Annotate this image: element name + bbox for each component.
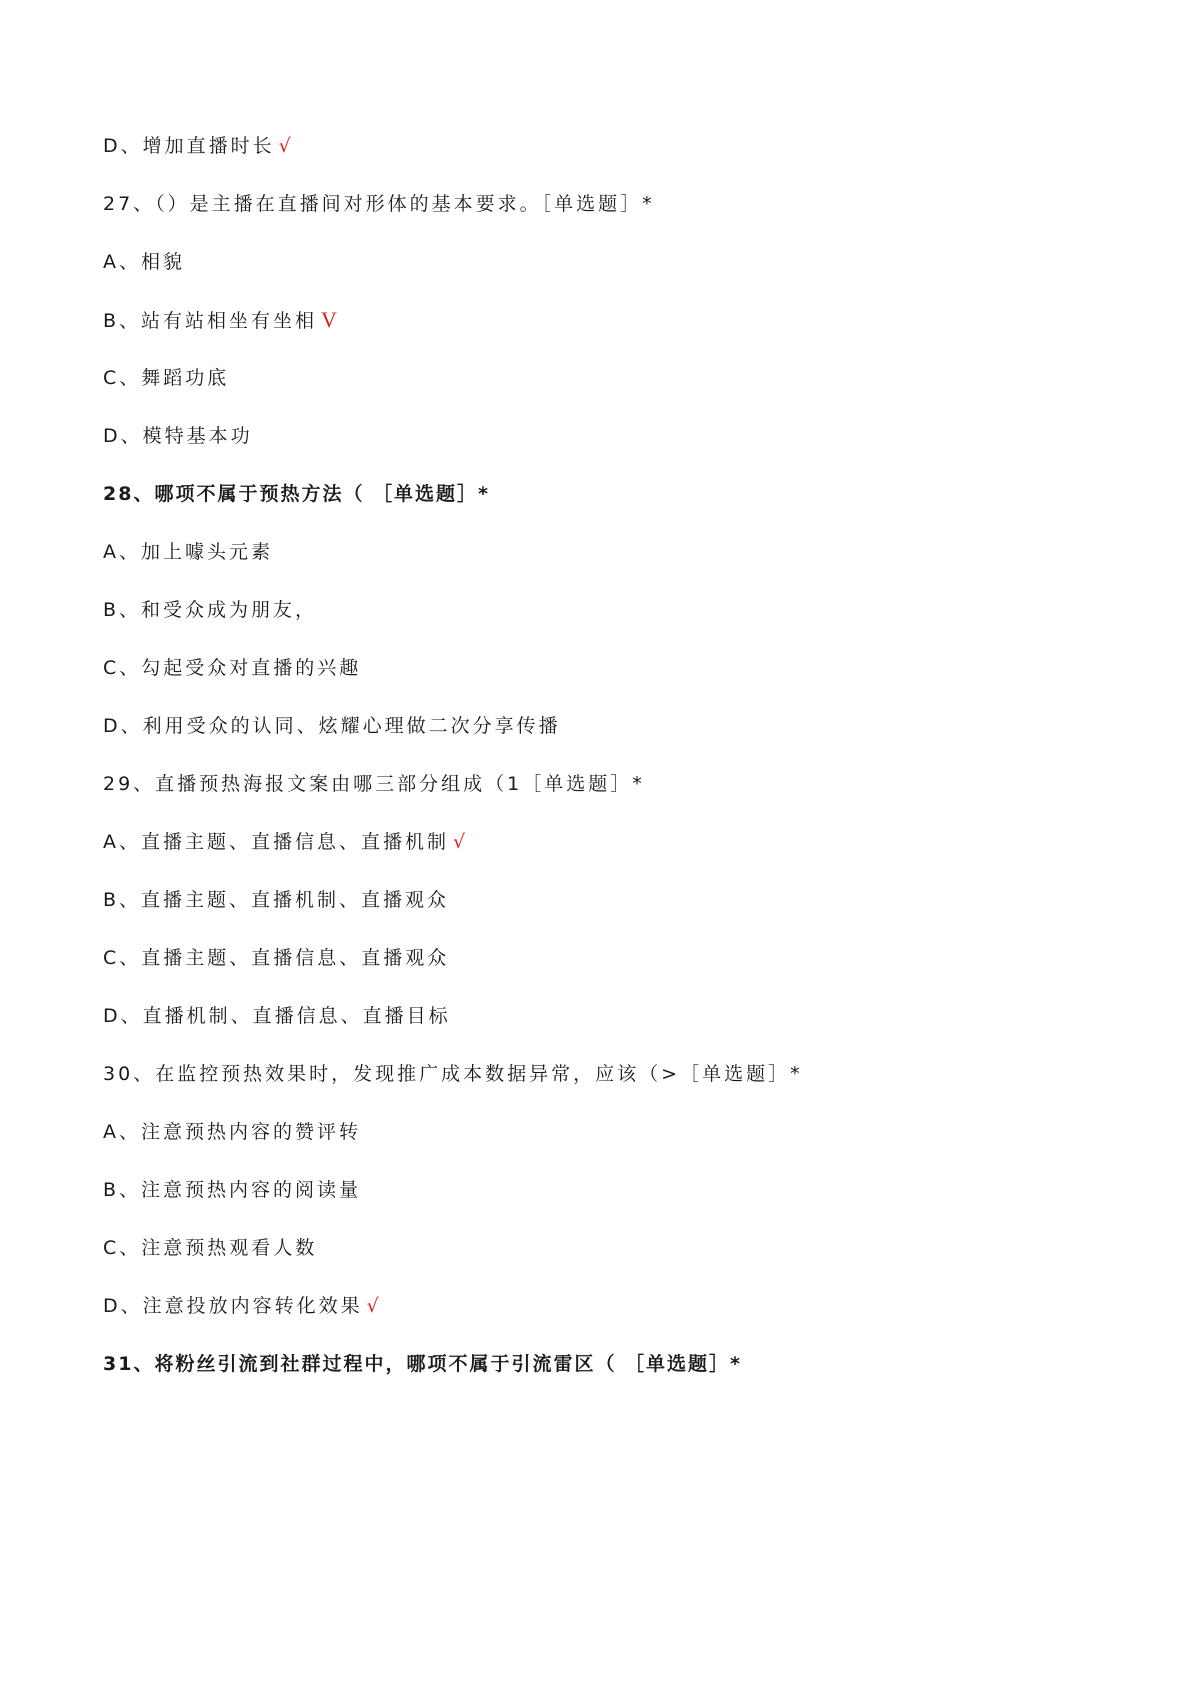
answer-option: D、模特基本功 <box>103 425 253 447</box>
answer-option: A、注意预热内容的赞评转 <box>103 1121 361 1143</box>
question-30: 30、在监控预热效果时，发现推广成本数据异常，应该（>［单选题］* <box>103 1063 803 1085</box>
answer-option: A、加上噱头元素 <box>103 541 273 563</box>
answer-option: C、注意预热观看人数 <box>103 1237 318 1259</box>
question-28: 28、哪项不属于预热方法（ ［单选题］* <box>103 483 490 505</box>
correct-mark: √ <box>278 135 291 157</box>
answer-option: D、直播机制、直播信息、直播目标 <box>103 1005 451 1027</box>
answer-option: B、和受众成为朋友， <box>103 599 318 621</box>
correct-mark: √ <box>366 1295 379 1317</box>
answer-option: D、增加直播时长 √ <box>103 135 291 157</box>
answer-option: B、直播主题、直播机制、直播观众 <box>103 889 450 911</box>
answer-option: A、直播主题、直播信息、直播机制 √ <box>103 831 466 853</box>
answer-option: A、相貌 <box>103 251 185 273</box>
answer-option: C、勾起受众对直播的兴趣 <box>103 657 362 679</box>
correct-mark: √ <box>453 831 466 853</box>
question-27: 27、（）是主播在直播间对形体的基本要求。［单选题］* <box>103 193 655 215</box>
correct-mark: V <box>321 307 337 332</box>
answer-option: C、直播主题、直播信息、直播观众 <box>103 947 450 969</box>
question-31: 31、将粉丝引流到社群过程中，哪项不属于引流雷区（ ［单选题］* <box>103 1353 742 1375</box>
answer-option: B、站有站相坐有坐相 V <box>103 307 337 332</box>
answer-option: B、注意预热内容的阅读量 <box>103 1179 362 1201</box>
question-29: 29、直播预热海报文案由哪三部分组成（1［单选题］* <box>103 773 645 795</box>
answer-option: C、舞蹈功底 <box>103 367 230 389</box>
answer-option: D、利用受众的认同、炫耀心理做二次分享传播 <box>103 715 561 737</box>
answer-option: D、注意投放内容转化效果 √ <box>103 1295 379 1317</box>
